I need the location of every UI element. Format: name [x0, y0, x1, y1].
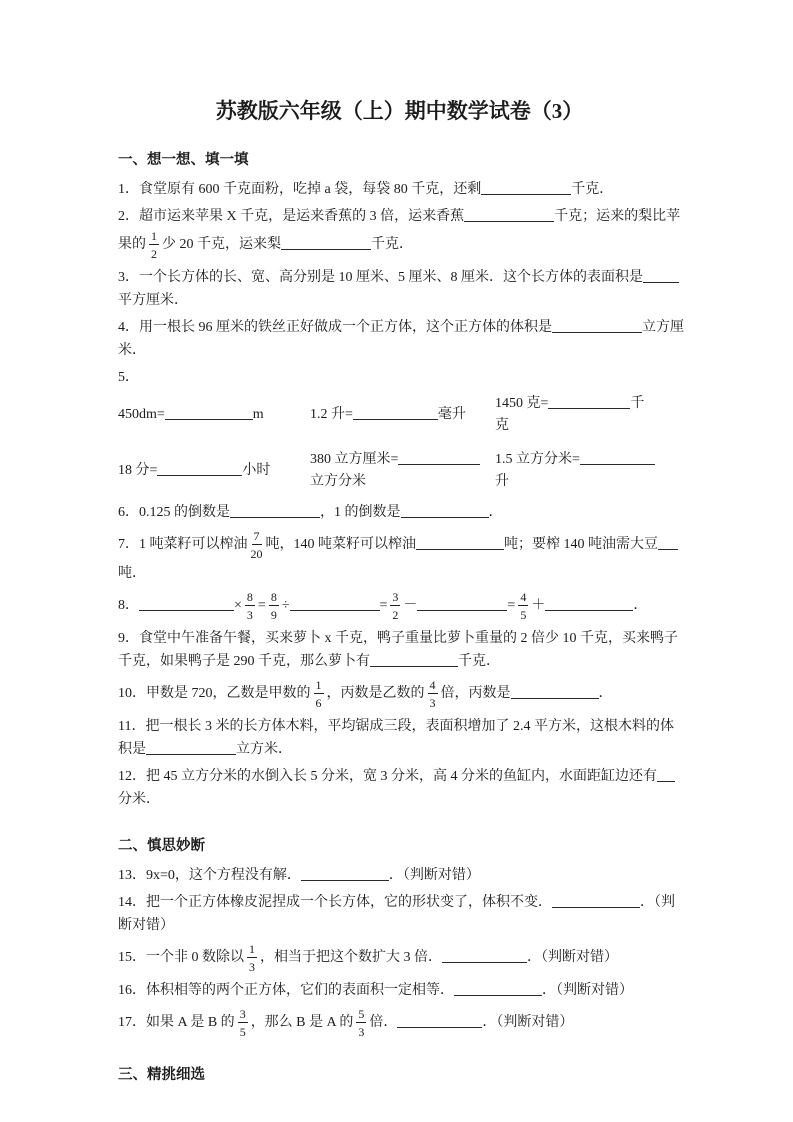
unit-conversion-cell	[495, 393, 676, 437]
text-run: =	[257, 598, 266, 614]
text-run: 小时	[242, 463, 271, 478]
text-run: =	[379, 598, 388, 614]
text-run: 1．食堂原有 600 千克面粉，吃掉 a 袋，每袋 80 千克，还剩	[118, 182, 482, 197]
text-run: 16．体积相等的两个正方体，它们的表面积一定相等．	[118, 983, 454, 998]
blank-line	[290, 596, 380, 611]
text-run: 吨，140 吨菜籽可以榨油	[265, 537, 416, 553]
text-run: 二、慎思妙断	[118, 838, 205, 854]
fraction: $\frac{3}{2}$	[392, 590, 399, 622]
text-run: 10．甲数是 720，乙数是甲数的	[118, 686, 311, 702]
text-run: 4．用一根长 96 厘米的铁丝正好做成一个正方体，这个正方体的体积是	[118, 320, 552, 335]
blank-line	[416, 535, 504, 550]
text-run: 千克；运来的梨比苹	[554, 209, 681, 224]
question-17	[118, 1006, 681, 1040]
document-body	[118, 149, 684, 1087]
text-run: 立方分米	[310, 474, 366, 489]
blank-line	[580, 450, 655, 465]
text-run: 立方米．	[236, 742, 292, 757]
text-run: ＋	[531, 598, 546, 614]
text-run: ．（判断对错）	[527, 950, 618, 966]
text-run: 积是	[118, 742, 146, 757]
fraction: $\frac{7}{20}$	[250, 529, 263, 561]
question-15	[118, 941, 681, 975]
text-run: 11．把一根长 3 米的长方体木料，平均锯成三段，表面积增加了 2.4 平方米，这根木料的体	[118, 719, 674, 734]
text-run: 吨．	[118, 566, 146, 581]
text-run: －	[403, 598, 418, 614]
blank-line	[442, 948, 527, 963]
blank-line	[401, 503, 489, 518]
text-run: 吨；要榨 140 吨油需大豆	[504, 537, 658, 553]
text-run: 450dm=	[118, 407, 165, 422]
fraction: $\frac{1}{2}$	[151, 229, 157, 261]
blank-line	[353, 405, 438, 420]
blank-line	[552, 893, 640, 908]
unit-conversion-cell	[118, 460, 310, 482]
text-run: ÷	[281, 598, 290, 614]
text-run: 一、想一想、填一填	[118, 152, 249, 168]
blank-line	[146, 740, 236, 755]
question-14	[118, 891, 681, 937]
unit-conversion-cell	[310, 404, 495, 426]
exam-title: 苏教版六年级（上）期中数学试卷（3）	[215, 99, 584, 123]
blank-line	[464, 207, 554, 222]
fraction: $\frac{5}{3}$	[358, 1007, 365, 1039]
text-run: 平方厘米．	[118, 293, 188, 308]
blank-line	[397, 1013, 482, 1028]
question-13	[118, 864, 681, 887]
question-5-conversion-table	[118, 393, 681, 493]
text-run: 1450 克=	[495, 396, 549, 411]
fraction: $\frac{1}{6}$	[315, 678, 322, 710]
text-run: 千克，如果鸭子是 290 千克，那么萝卜有	[118, 654, 370, 669]
blank-line	[658, 535, 678, 550]
text-run: 升	[495, 474, 509, 489]
text-run: 7．1 吨菜籽可以榨油	[118, 537, 248, 553]
text-run: =	[507, 598, 516, 614]
blank-line	[139, 596, 234, 611]
question-10	[118, 677, 681, 711]
text-run: 千克．	[571, 182, 614, 197]
question-4	[118, 316, 684, 362]
text-run: ．（判断对错）	[542, 983, 633, 998]
fraction: $\frac{8}{3}$	[246, 590, 253, 622]
question-8	[118, 589, 681, 623]
text-run: 立方厘	[642, 320, 684, 335]
unit-conversion-cell	[118, 404, 310, 426]
question-12	[118, 765, 681, 811]
fraction: $\frac{8}{9}$	[270, 590, 277, 622]
fraction: $\frac{4}{5}$	[520, 590, 527, 622]
blank-line	[301, 866, 389, 881]
text-run: 少 20 千克，运来梨	[162, 237, 281, 253]
question-2	[118, 205, 681, 262]
text-run: 千克．	[458, 654, 500, 669]
text-run: 倍．	[369, 1015, 398, 1031]
text-run: 果的	[118, 237, 146, 253]
blank-line	[398, 450, 480, 465]
text-run: 2．超市运来苹果 X 千克，是运来香蕉的 3 倍，运来香蕉	[118, 209, 465, 224]
text-run: 3．一个长方体的长、宽、高分别是 10 厘米、5 厘米、8 厘米．这个长方体的表面积是	[118, 270, 643, 285]
text-run: ，相当于把这个数扩大 3 倍．	[260, 950, 442, 966]
text-run: 千克．	[371, 237, 413, 253]
text-run: 17．如果 A 是 B 的	[118, 1015, 235, 1031]
blank-line	[230, 503, 320, 518]
blank-line	[157, 461, 242, 476]
text-run: ，丙数是乙数的	[326, 686, 425, 702]
blank-line	[417, 596, 507, 611]
text-run: ．	[633, 598, 648, 614]
blank-line	[548, 394, 630, 409]
question-9	[118, 627, 681, 673]
text-run: 15．一个非 0 数除以	[118, 950, 244, 966]
text-run: 1.2 升=	[310, 407, 353, 422]
text-run: 分米．	[118, 792, 160, 807]
text-run: ，那么 B 是 A 的	[250, 1015, 354, 1031]
unit-conversion-cell	[495, 449, 676, 493]
text-run: 380 立方厘米=	[310, 452, 399, 467]
text-run: 12．把 45 立方分米的水倒入长 5 分米，宽 3 分米，高 4 分米的鱼缸内，水面距缸边还有	[118, 769, 657, 784]
text-run: 1.5 立方分米=	[495, 452, 580, 467]
fraction: $\frac{1}{3}$	[249, 942, 255, 974]
text-run: 5．	[118, 370, 139, 385]
section-3-heading	[118, 1064, 681, 1087]
blank-line	[643, 268, 679, 283]
blank-line	[511, 684, 599, 699]
question-5-label	[118, 366, 681, 389]
text-run: 断对错）	[118, 918, 174, 933]
text-run: 6．0.125 的倒数是	[118, 505, 230, 520]
text-run: ．（判	[640, 895, 675, 910]
text-run: ．（判断对错）	[388, 868, 480, 883]
question-11	[118, 715, 681, 761]
fraction: $\frac{4}{3}$	[429, 678, 436, 710]
text-run: 倍，丙数是	[440, 686, 511, 702]
question-6	[118, 501, 681, 524]
text-run: 千	[630, 396, 645, 411]
question-16	[118, 979, 681, 1002]
text-run: 13．9x=0，这个方程没有解．	[118, 868, 301, 883]
text-run: 米．	[118, 343, 146, 358]
unit-conversion-cell	[310, 449, 495, 493]
fraction: $\frac{3}{5}$	[239, 1007, 246, 1039]
blank-line	[165, 405, 253, 420]
blank-line	[454, 981, 542, 996]
blank-line	[545, 596, 633, 611]
question-1	[118, 178, 681, 201]
text-run: 克	[495, 418, 509, 433]
text-run: 三、精挑细选	[118, 1067, 205, 1083]
question-3	[118, 266, 681, 312]
blank-line	[552, 318, 642, 333]
blank-line	[370, 652, 458, 667]
text-run: ．（判断对错）	[482, 1015, 574, 1031]
section-1-heading	[118, 149, 681, 172]
text-run: ．	[488, 505, 503, 520]
text-run: m	[252, 407, 264, 422]
text-run: 14．把一个正方体橡皮泥捏成一个长方体，它的形状变了，体积不变．	[118, 895, 552, 910]
text-run: ．	[598, 686, 613, 702]
section-2-heading	[118, 835, 681, 858]
blank-line	[657, 767, 675, 782]
text-run: 18 分=	[118, 463, 158, 478]
text-run: ×	[234, 598, 242, 614]
text-run: ，1 的倒数是	[320, 505, 401, 520]
text-run: 9．食堂中午准备午餐，买来萝卜 x 千克，鸭子重量比萝卜重量的 2 倍少 10 千克，买来鸭子	[118, 631, 678, 646]
blank-line	[281, 235, 371, 250]
text-run: 毫升	[437, 407, 466, 422]
question-7	[118, 528, 681, 585]
blank-line	[481, 180, 571, 195]
text-run: 8．	[118, 598, 139, 614]
